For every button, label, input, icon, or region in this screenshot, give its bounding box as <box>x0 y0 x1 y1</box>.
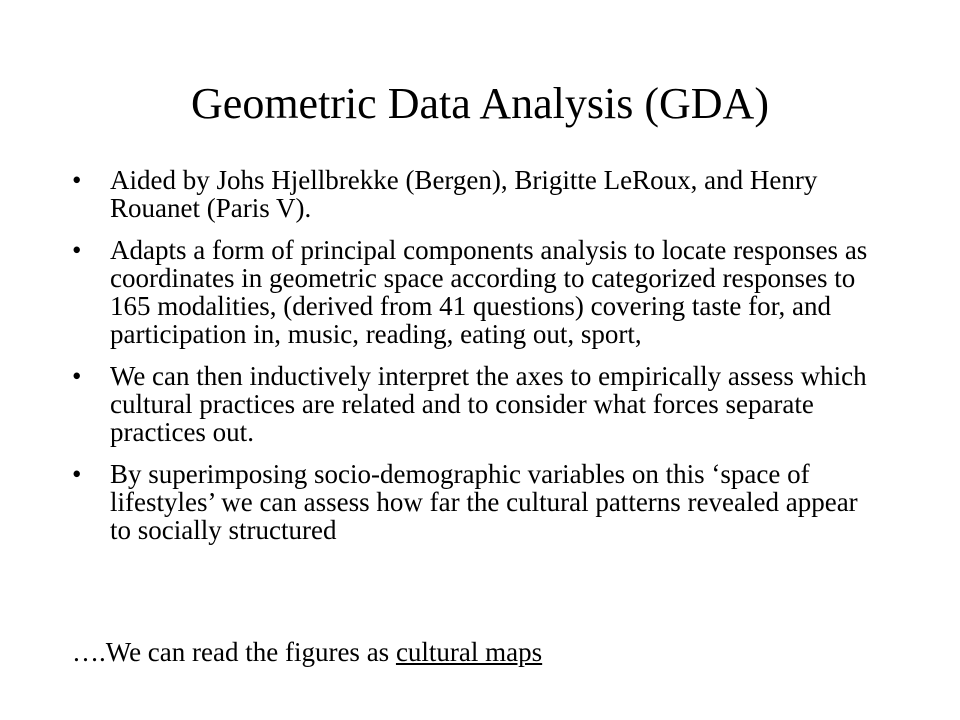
bullet-icon: • <box>72 459 82 489</box>
bullet-icon: • <box>72 235 82 265</box>
bullet-text: Adapts a form of principal components analysis to locate responses as coordinates in geometric space according to categorized responses to 165 modalities, (derived from 41 questions) covering taste for, and participation in, music, reading, eating out, sport, <box>110 235 868 349</box>
bullet-item <box>72 236 872 348</box>
bullet-text: We can then inductively interpret the axes to empirically assess which cultural practices are related and to consider what forces separate practices out. <box>110 361 867 447</box>
bullet-icon: • <box>72 361 82 391</box>
bullet-item <box>72 362 872 446</box>
bullet-list <box>72 166 872 558</box>
bullet-text: By superimposing socio-demographic variables on this ‘space of lifestyles’ we can assess how far the cultural patterns revealed appear to socially structured <box>110 459 858 545</box>
bullet-text: Aided by Johs Hjellbrekke (Bergen), Brigitte LeRoux, and Henry Rouanet (Paris V). <box>110 165 818 223</box>
closing-text: ….We can read the figures as <box>72 637 396 667</box>
bullet-item <box>72 460 872 544</box>
closing-line <box>72 638 542 666</box>
cultural-maps-link: cultural maps <box>395 637 543 667</box>
slide-title: Geometric Data Analysis (GDA) <box>191 79 769 128</box>
bullet-item <box>72 166 872 222</box>
bullet-icon: • <box>72 165 82 195</box>
